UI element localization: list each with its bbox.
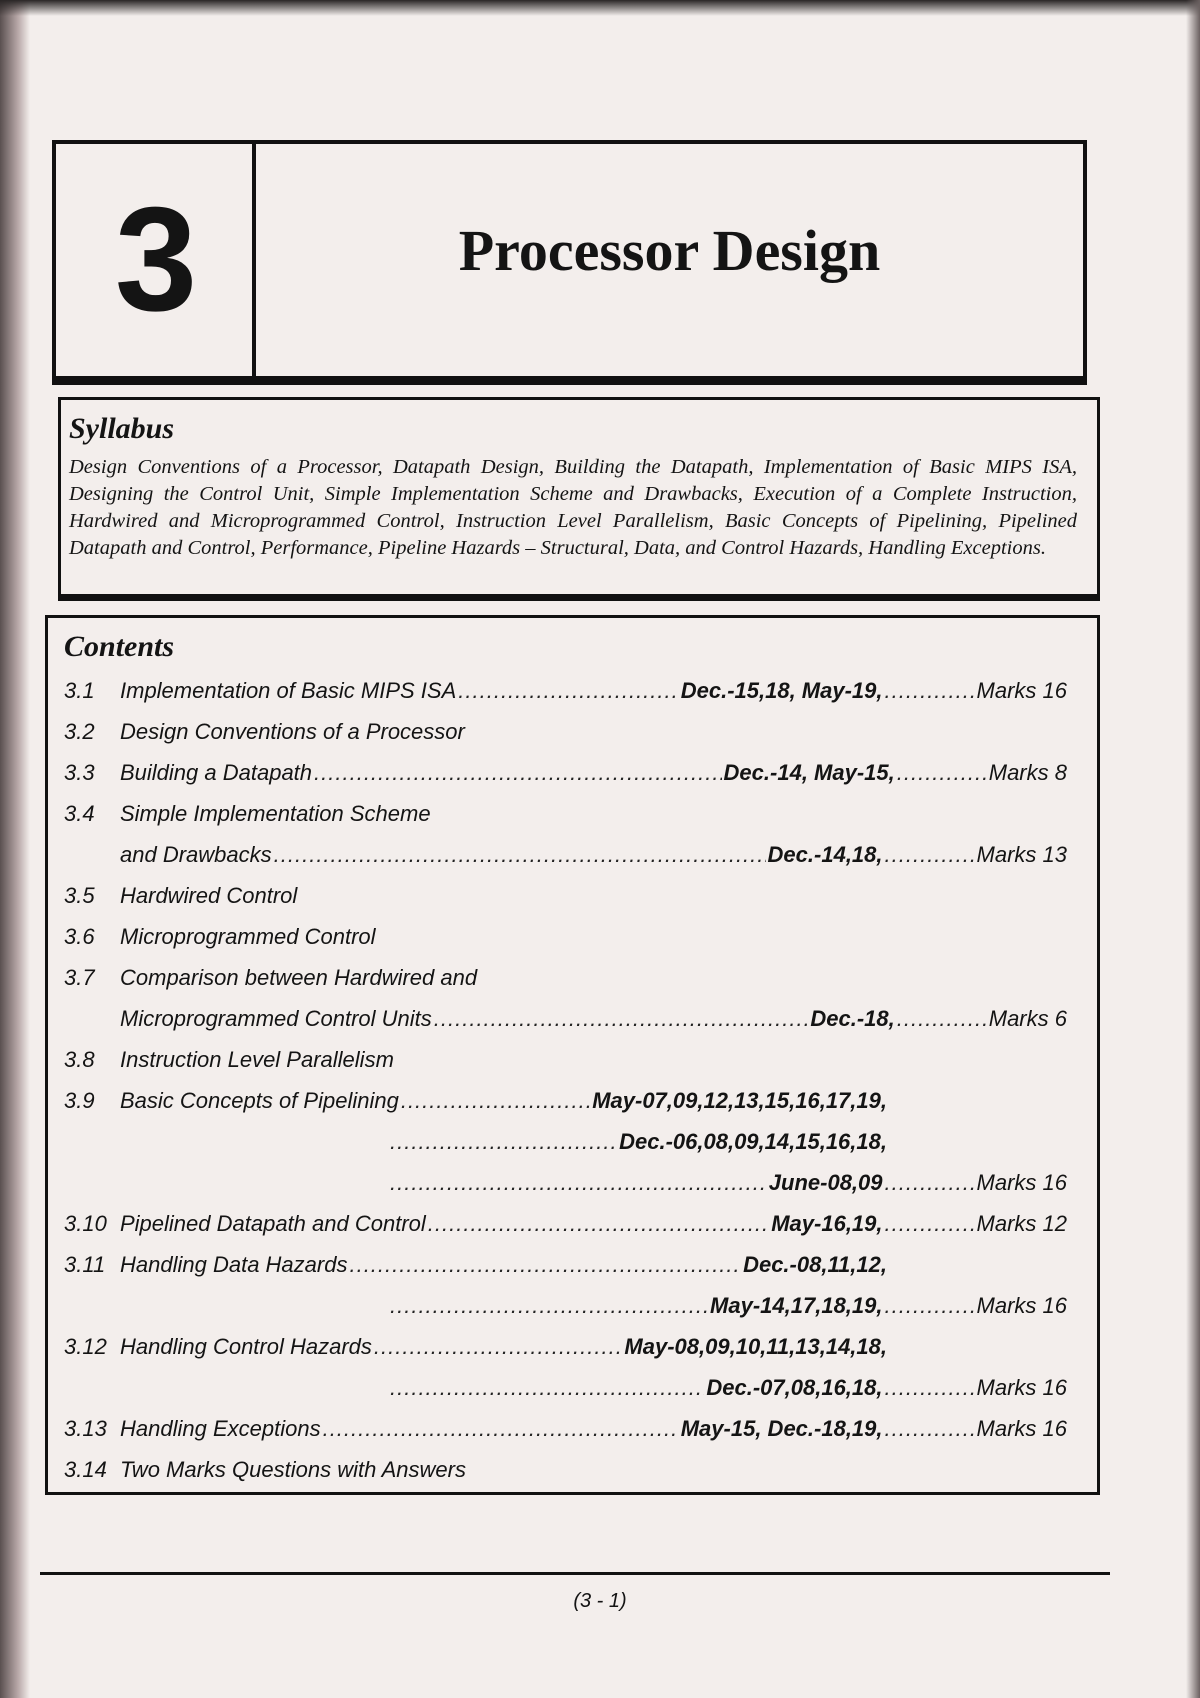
toc-entry-title: and Drawbacks: [120, 842, 272, 867]
footer-rule: [40, 1572, 1110, 1575]
toc-entry: [64, 1293, 1067, 1334]
toc-entry-title: Pipelined Datapath and Control: [120, 1211, 426, 1236]
toc-entry-marks: Marks 16: [976, 1170, 1067, 1195]
toc-entry: [64, 842, 1067, 883]
chapter-number: 3: [114, 177, 194, 342]
toc-entry: [64, 1170, 1067, 1211]
toc-entry-exam-dates: Dec.-07,08,16,18,: [706, 1375, 883, 1400]
toc-entry-number: 3.5: [64, 883, 95, 908]
toc-entry-marks: Marks 8: [988, 760, 1067, 785]
toc-entry: [64, 924, 1067, 965]
toc-entry-exam-dates: May-07,09,12,13,15,16,17,19,: [592, 1088, 887, 1113]
toc-entry-exam-dates: May-15, Dec.-18,19,: [680, 1416, 883, 1441]
toc-entry: [64, 883, 1067, 924]
toc-entry: [64, 1088, 1067, 1129]
toc-leader-dots: [401, 1088, 590, 1114]
toc-entry-exam-dates: June-08,09: [768, 1170, 883, 1195]
toc-entry-marks: Marks 16: [976, 1293, 1067, 1318]
toc-entry-title: Building a Datapath: [120, 760, 313, 785]
toc-entry: [64, 801, 1067, 842]
toc-entry: [64, 1211, 1067, 1252]
syllabus-section: [58, 397, 1100, 597]
toc-entry-exam-dates: May-14,17,18,19,: [710, 1293, 883, 1318]
toc-entry-number: 3.3: [64, 760, 95, 785]
toc-leader-dots: [374, 1334, 623, 1360]
toc-entry-marks: Marks 13: [976, 842, 1067, 867]
toc-entry-number: 3.9: [64, 1088, 95, 1113]
toc-entry-exam-dates: Dec.-14, May-15,: [723, 760, 895, 785]
toc-entry: [64, 1006, 1067, 1047]
toc-entry: [64, 1252, 1067, 1293]
toc-entry-number: 3.11: [64, 1252, 106, 1277]
page-shadow-top: [0, 0, 1200, 16]
toc-entry-exam-dates: Dec.-18,: [810, 1006, 895, 1031]
toc-entry-title: Implementation of Basic MIPS ISA: [120, 678, 457, 703]
toc-leader-dots: [390, 1293, 708, 1319]
toc-entry-title: Simple Implementation Scheme: [120, 801, 431, 826]
toc-entry-number: 3.14: [64, 1457, 107, 1482]
toc-leader-dots: [885, 1416, 975, 1442]
toc-leader-dots: [390, 1170, 767, 1196]
toc-entry-title: Handling Exceptions: [120, 1416, 321, 1441]
toc-entry: [64, 1129, 1067, 1170]
toc-leader-dots: [885, 1375, 975, 1401]
toc-entry: [64, 678, 1067, 719]
toc-entry-marks: Marks 6: [988, 1006, 1067, 1031]
toc-entry-number: 3.6: [64, 924, 95, 949]
toc-entry-exam-dates: Dec.-06,08,09,14,15,16,18,: [619, 1129, 887, 1154]
toc-entry: [64, 1047, 1067, 1088]
toc-entry: [64, 760, 1067, 801]
toc-leader-dots: [885, 1293, 975, 1319]
chapter-number-cell: [56, 144, 256, 376]
toc-entry-marks: Marks 16: [976, 1375, 1067, 1400]
toc-leader-dots: [897, 1006, 987, 1032]
toc-entry: [64, 1375, 1067, 1416]
toc-entry-number: 3.4: [64, 801, 95, 826]
toc-leader-dots: [274, 842, 766, 868]
toc-entry-title: Microprogrammed Control Units: [120, 1006, 432, 1031]
chapter-header: [52, 140, 1087, 380]
toc-leader-dots: [390, 1375, 704, 1401]
contents-section: [45, 615, 1100, 1495]
toc-entry-exam-dates: Dec.-08,11,12,: [743, 1252, 887, 1277]
contents-heading: Contents: [64, 630, 175, 663]
toc-entry: [64, 1457, 1067, 1498]
toc-leader-dots: [349, 1252, 741, 1278]
page-shadow-left: [0, 0, 30, 1698]
toc-entry-marks: Marks 16: [976, 1416, 1067, 1441]
toc-entry-number: 3.1: [64, 678, 95, 703]
toc-leader-dots: [428, 1211, 769, 1237]
toc-entry-exam-dates: Dec.-14,18,: [767, 842, 883, 867]
chapter-title-cell: [256, 144, 1083, 376]
toc-leader-dots: [885, 1211, 975, 1237]
toc-entry-exam-dates: Dec.-15,18, May-19,: [680, 678, 883, 703]
toc-entry: [64, 965, 1067, 1006]
syllabus-text: Design Conventions of a Processor, Datapath Design, Building the Datapath, Implementation of Basic MIPS ISA, Designing the Control Unit, Simple Implementation Scheme and Drawbacks, Execution of a Complete Instruction, Hardwired and Microprogrammed Control, Instruction Level Parallelism, Basic Concepts of Pipelining, Pipelined Datapath and Control, Performance, Pipeline Hazards – Structural, Data, and Control Hazards, Handling Exceptions.: [69, 456, 1077, 559]
toc-entry: [64, 719, 1067, 760]
toc-leader-dots: [885, 842, 975, 868]
toc-entry-number: 3.2: [64, 719, 95, 744]
toc-leader-dots: [458, 678, 678, 704]
toc-entry-number: 3.12: [64, 1334, 107, 1359]
toc-entry-marks: Marks 12: [976, 1211, 1067, 1236]
toc-entry-title: Hardwired Control: [120, 883, 298, 908]
page-number: (3 - 1): [573, 1590, 627, 1612]
toc-list: [64, 678, 1067, 1498]
toc-entry-exam-dates: May-08,09,10,11,13,14,18,: [624, 1334, 887, 1359]
toc-leader-dots: [897, 760, 987, 786]
toc-entry-title: Handling Data Hazards: [120, 1252, 348, 1277]
toc-entry-title: Two Marks Questions with Answers: [120, 1457, 466, 1482]
toc-entry-marks: Marks 16: [976, 678, 1067, 703]
toc-leader-dots: [390, 1129, 617, 1155]
toc-leader-dots: [885, 1170, 975, 1196]
toc-entry-number: 3.7: [64, 965, 95, 990]
toc-entry-exam-dates: May-16,19,: [771, 1211, 883, 1236]
toc-leader-dots: [434, 1006, 809, 1032]
toc-entry-title: Comparison between Hardwired and: [120, 965, 478, 990]
toc-leader-dots: [885, 678, 975, 704]
toc-entry-title: Basic Concepts of Pipelining: [120, 1088, 399, 1113]
toc-leader-dots: [314, 760, 722, 786]
toc-entry-title: Microprogrammed Control: [120, 924, 376, 949]
toc-entry-number: 3.13: [64, 1416, 107, 1441]
toc-entry-number: 3.8: [64, 1047, 95, 1072]
toc-leader-dots: [323, 1416, 679, 1442]
chapter-title: Processor Design: [458, 217, 881, 283]
toc-entry-title: Instruction Level Parallelism: [120, 1047, 394, 1072]
toc-entry-title: Design Conventions of a Processor: [120, 719, 465, 744]
page-shadow-right: [1186, 0, 1200, 1698]
toc-entry: [64, 1416, 1067, 1457]
toc-entry-title: Handling Control Hazards: [120, 1334, 372, 1359]
toc-entry: [64, 1334, 1067, 1375]
toc-entry-number: 3.10: [64, 1211, 107, 1236]
syllabus-heading: Syllabus: [69, 412, 175, 445]
